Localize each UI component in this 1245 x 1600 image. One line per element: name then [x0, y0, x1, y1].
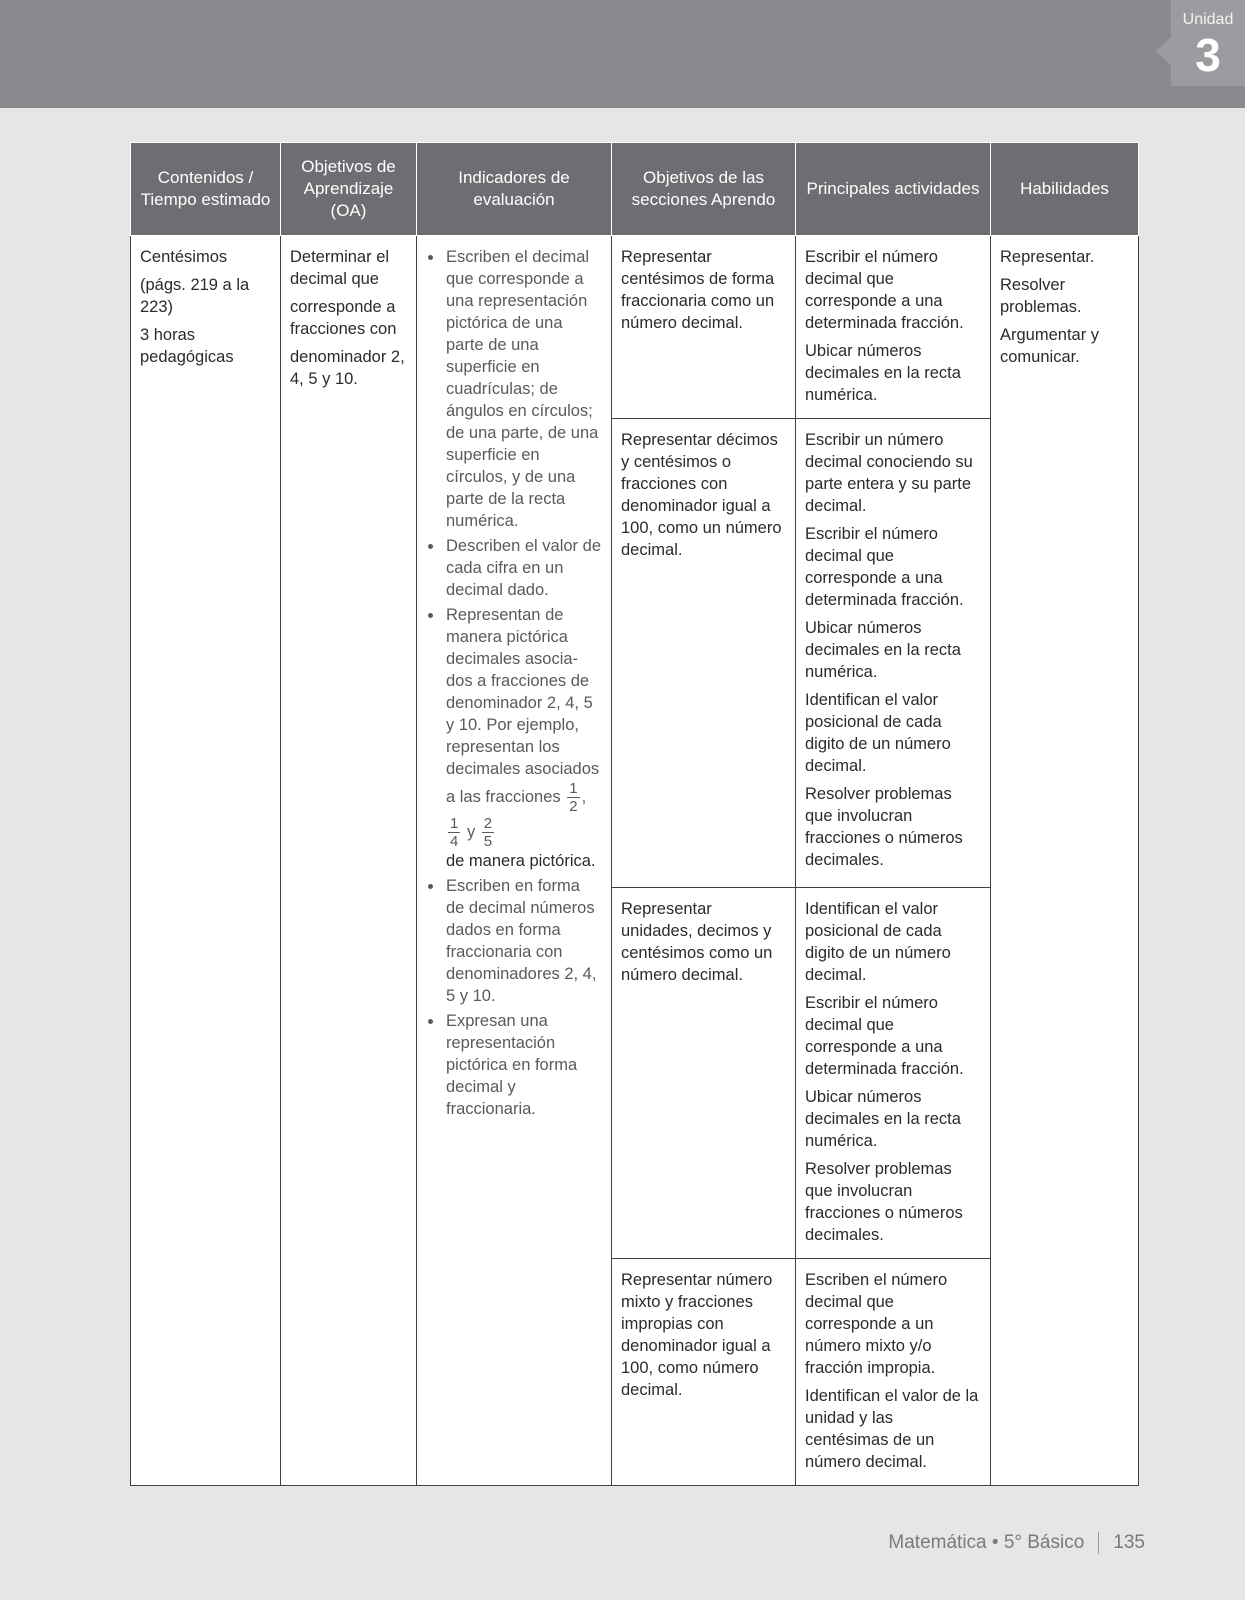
unit-tab-notch: [1156, 37, 1171, 65]
activity-item: Resolver problemas que involucran fracciones o números decimales.: [805, 785, 963, 869]
oa-text-3: denominador 2, 4, 5 y 10.: [290, 348, 405, 388]
fraction-one-half: [567, 780, 579, 815]
indicator-item: • Escriben el decimal que corresponde a una representación pictórica de una parte de una superficie en cuadrículas; de ángulos en círculos; de una parte, de una superficie en círculos, y de una parte de la recta numérica.: [444, 246, 602, 532]
footer-text: Matemática • 5° Básico: [888, 1532, 1085, 1554]
indicator-item: • Representan de manera pictórica decimales asocia-dos a fracciones de denominador 2, 4, 5 y 10. Por ejemplo, representan los decimales asociados a las fracciones $\frac{1}{2}$ , $\frac{1}{4}$ y $\frac{2}{5}$ de manera pictórica.: [444, 604, 602, 872]
activity-item: Escribir el número decimal que corresponde a una determinada fracción.: [805, 994, 964, 1078]
activity-item: Escribir un número decimal conociendo su parte entera y su parte decimal.: [805, 431, 973, 515]
header-objetivos-secciones: Objetivos de las secciones Aprendo: [612, 143, 796, 236]
activities-cell: [796, 1259, 991, 1486]
section-objective: Representar centésimos de forma fraccionaria como un número decimal.: [621, 248, 775, 332]
oa-text-1: Determinar el decimal que: [290, 248, 390, 288]
section-objective-cell: [612, 236, 796, 419]
skill-item: Representar.: [1000, 248, 1095, 266]
activity-item: Escribir el número decimal que corresponde a una determinada fracción.: [805, 525, 964, 609]
page-number: 135: [1113, 1532, 1145, 1554]
section-objective: Representar unidades, decimos y centésimos como un número decimal.: [621, 900, 773, 984]
table-header-row: [131, 143, 1139, 236]
page-footer: [888, 1532, 1145, 1554]
fraction-denominator: 4: [450, 833, 459, 850]
section-objective: Representar décimos y centésimos o fracciones con denominador igual a 100, como un número decimal.: [621, 431, 782, 559]
table-row: [131, 236, 1139, 419]
section-objective-cell: [612, 888, 796, 1259]
fraction-conjunction: y: [466, 822, 476, 841]
activity-item: Identifican el valor de la unidad y las centésimas de un número decimal.: [805, 1387, 979, 1471]
content-pages: (págs. 219 a la 223): [140, 276, 250, 316]
indicators-list: [426, 246, 602, 1120]
header-contenidos: Contenidos / Tiempo estimado: [131, 143, 281, 236]
header-habilidades: Habilidades: [991, 143, 1139, 236]
activity-item: Identifican el valor posicional de cada digito de un número decimal.: [805, 691, 951, 775]
oa-text-2: corresponde a fracciones con: [290, 298, 397, 338]
activity-item: Escribir el número decimal que corresponde a una determinada fracción.: [805, 248, 964, 332]
skill-item: Resolver problemas.: [1000, 276, 1082, 316]
activity-item: Ubicar números decimales en la recta numérica.: [805, 342, 961, 404]
header-indicadores: Indicadores de evaluación: [417, 143, 612, 236]
header-objetivos-aprendizaje: Objetivos de Aprendizaje (OA): [281, 143, 417, 236]
activity-item: Resolver problemas que involucran fracciones o números decimales.: [805, 1160, 963, 1244]
fraction-denominator: 5: [483, 833, 493, 850]
section-objective-cell: [612, 419, 796, 888]
skill-item: Argumentar y comunicar.: [1000, 326, 1100, 366]
oa-cell: [281, 236, 417, 1486]
indicators-cell: [417, 236, 612, 1486]
activities-cell: [796, 419, 991, 888]
unit-number: 3: [1195, 29, 1221, 81]
unit-label: Unidad: [1182, 11, 1234, 28]
indicator-item: • Expresan una representación pictórica en forma decimal y fraccionaria.: [444, 1010, 602, 1120]
skills-cell: [991, 236, 1139, 1486]
fraction-numerator: 1: [569, 780, 578, 797]
activity-item: Identifican el valor posicional de cada digito de un número decimal.: [805, 900, 951, 984]
content-cell: [131, 236, 281, 1486]
activities-cell: [796, 888, 991, 1259]
activities-cell: [796, 236, 991, 419]
header-principales-actividades: Principales actividades: [796, 143, 991, 236]
fraction-two-fifths: [482, 815, 494, 850]
header-band: [0, 0, 1245, 108]
fraction-lead: a las fracciones: [446, 787, 561, 806]
activity-item: Ubicar números decimales en la recta numérica.: [805, 1088, 961, 1150]
footer-divider: [1098, 1532, 1099, 1554]
indicator-tail: de manera pictórica.: [446, 852, 596, 870]
fraction-numerator: 1: [450, 815, 459, 832]
fraction-one-quarter: [448, 815, 460, 850]
indicator-item: • Describen el valor de cada cifra en un decimal dado.: [444, 535, 602, 601]
section-objective-cell: [612, 1259, 796, 1486]
activity-item: Ubicar números decimales en la recta numérica.: [805, 619, 961, 681]
fraction-numerator: 2: [483, 815, 493, 832]
content-time: 3 horas pedagógicas: [140, 326, 234, 366]
content-title: Centésimos: [140, 248, 228, 266]
planning-table: [130, 142, 1139, 1486]
activity-item: Escriben el número decimal que corresponde a un número mixto y/o fracción impropia.: [805, 1271, 948, 1377]
indicator-item: • Escriben en forma de decimal números dados en forma fraccionaria con denominadores 2, 4, 5 y 10.: [444, 875, 602, 1007]
fraction-denominator: 2: [569, 798, 578, 815]
indicator-text: Representan de manera pictórica decimales asocia-dos a fracciones de denominador 2, 4, 5 y 10. Por ejemplo, representan los decimales asociados: [446, 606, 600, 778]
section-objective: Representar número mixto y fracciones impropias con denominador igual a 100, como número decimal.: [621, 1271, 773, 1399]
